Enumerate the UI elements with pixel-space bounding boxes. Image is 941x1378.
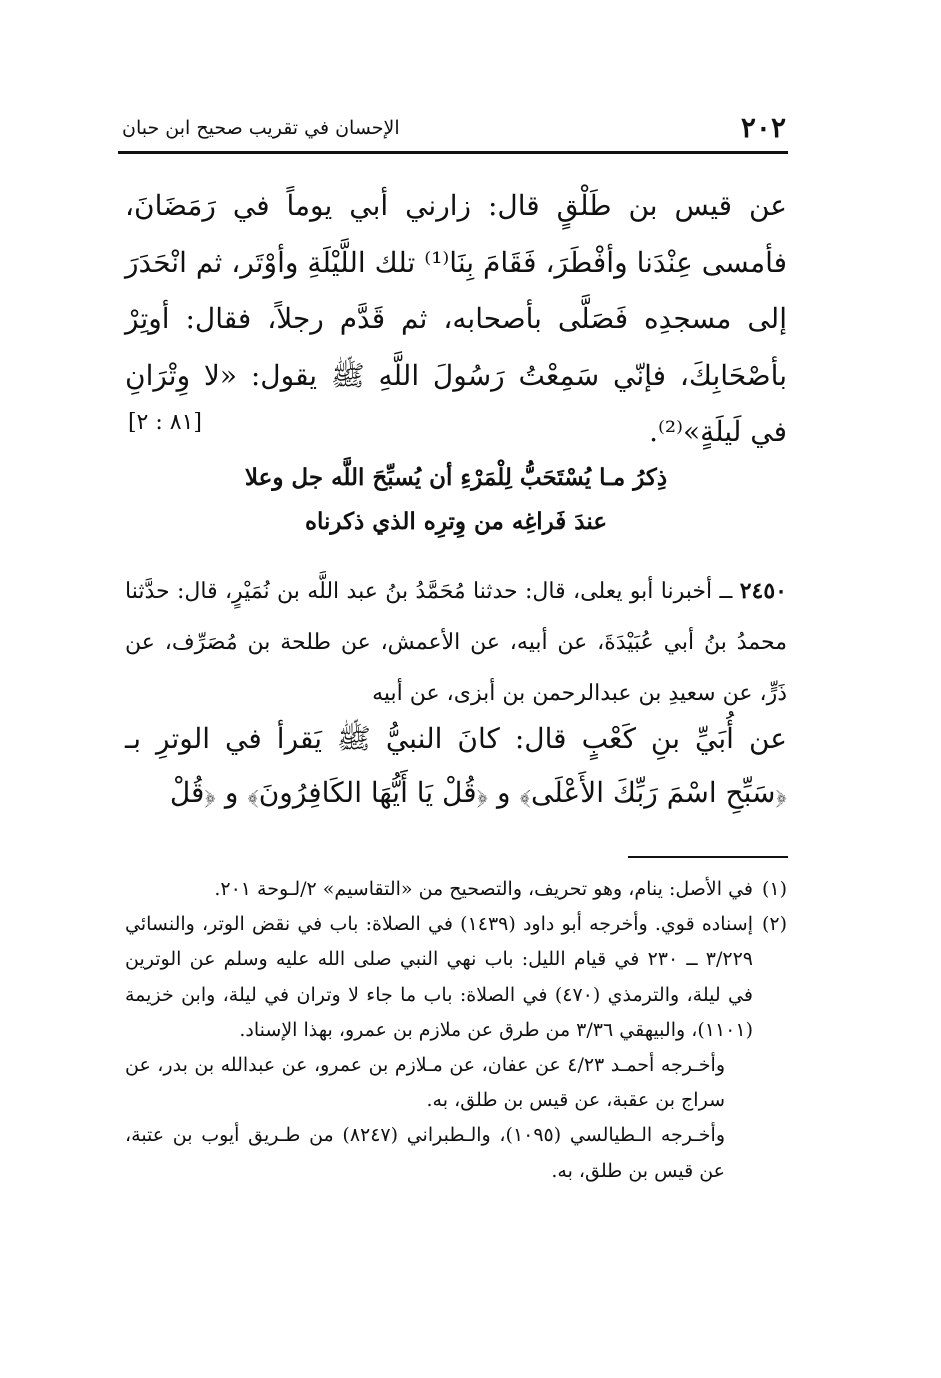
footnotes: [125, 872, 787, 1189]
page-number: ٢٠٢: [740, 111, 786, 144]
footnote-separator: [628, 856, 788, 858]
footnote-paragraph: وأخـرجه الـطيالسي (١٠٩٥)، والـطبراني (٨٢٤٧) من طـريق أيوب بن عتبة، عن قيس بن طلق، به.: [125, 1124, 725, 1182]
footnote: [125, 872, 787, 907]
page-header: [122, 108, 786, 148]
footnote-paragraph: إسناده قوي. وأخرجه أبو داود (١٤٣٩) في الصلاة: باب في نقض الوتر، والنسائي ٣/٢٢٩ ــ ٢٣٠ في قيام الليل: باب نهي النبي صلى الله عليه وسلم عن الوترين في ليلة، والترمذي (٤٧٠) في الصلاة: باب ما جاء لا وتران في ليلة، وابن خزيمة (١١٠١)، والبيهقي ٣/٣٦ من طرق عن ملازم بن عمرو، بهذا الإسناد.: [125, 913, 754, 1041]
hadith-text-continued: [125, 178, 787, 461]
hadith-number: ٢٤٥٠: [739, 578, 787, 604]
footnote-marker: (١): [761, 878, 787, 900]
chapter-heading-line-2: عندَ فَراغِه من وِترِه الذي ذكرناه: [304, 508, 608, 535]
header-rule: [118, 151, 788, 154]
footnote-body: [125, 907, 753, 1189]
hadith-matn: [125, 712, 787, 820]
hadith-isnad: [125, 566, 787, 719]
chapter-heading: [125, 456, 787, 544]
running-title: الإحسان في تقريب صحيح ابن حبان: [122, 117, 400, 139]
footnote-paragraph: في الأصل: ينام، وهو تحريف، والتصحيح من «التقاسيم» ٢/لـوحة ٢٠١.: [214, 878, 753, 900]
chapter-heading-line-1: ذِكرُ مـا يُسْتَحَبُّ لِلْمَرْءِ أن يُسبِّحَ اللَّه جل وعلا: [244, 464, 668, 491]
footnote: [125, 907, 787, 1189]
isnad-text: ــ أخبرنا أبو يعلى، قال: حدثنا مُحَمَّدُ بنُ عبد اللَّه بن نُمَيْرٍ، قال: حدَّثنا محمدُ بنُ أبي عُبَيْدَةَ، عن أبيه، عن الأعمش، عن طلحة بن مُصَرِّف، عن ذَرٍّ، عن سعيدِ بن عبدالرحمن بن أبزى، عن أبيه: [125, 579, 787, 706]
footnote-marker: (٢): [761, 913, 787, 936]
footnote-paragraph: وأخـرجه أحمـد ٤/٢٣ عن عفان، عن مـلازم بن عمرو، عن عبدالله بن بدر، عن سراج بن عقبة، عن قيس بن طلق، به.: [125, 1054, 725, 1112]
matn-text: عن أُبَيِّ بنِ كَعْبٍ قال: كانَ النبيُّ ﷺ يَقرأ في الوترِ بـ ﴿سَبِّحِ اسْمَ رَبِّكَ الأَعْلَى﴾ و ﴿قُلْ يَا أَيُّهَا الكَافِرُونَ﴾ و ﴿قُلْ: [125, 722, 787, 809]
source-reference: [٨١ : ٢]: [127, 410, 202, 435]
hadith-1-paragraph: عن قيس بن طَلْقٍ قال: زارني أبي يوماً في رَمَضَانَ، فأمسى عِنْدَنا وأفْطَرَ، فَقَامَ بِنَا⁽¹⁾ تلك اللَّيْلَةِ وأوْتَر، ثم انْحَدَرَ إلى مسجدِه فَصَلَّى بأصحابه، ثم قَدَّم رجلاً، فقال: أوتِرْ بأصْحَابِكَ، فإنّي سَمِعْتُ رَسُولَ اللَّهِ ﷺ يقول: «لا وِتْرَانِ في لَيلَةٍ»⁽²⁾.: [125, 189, 787, 448]
footnote-body: [125, 872, 753, 907]
